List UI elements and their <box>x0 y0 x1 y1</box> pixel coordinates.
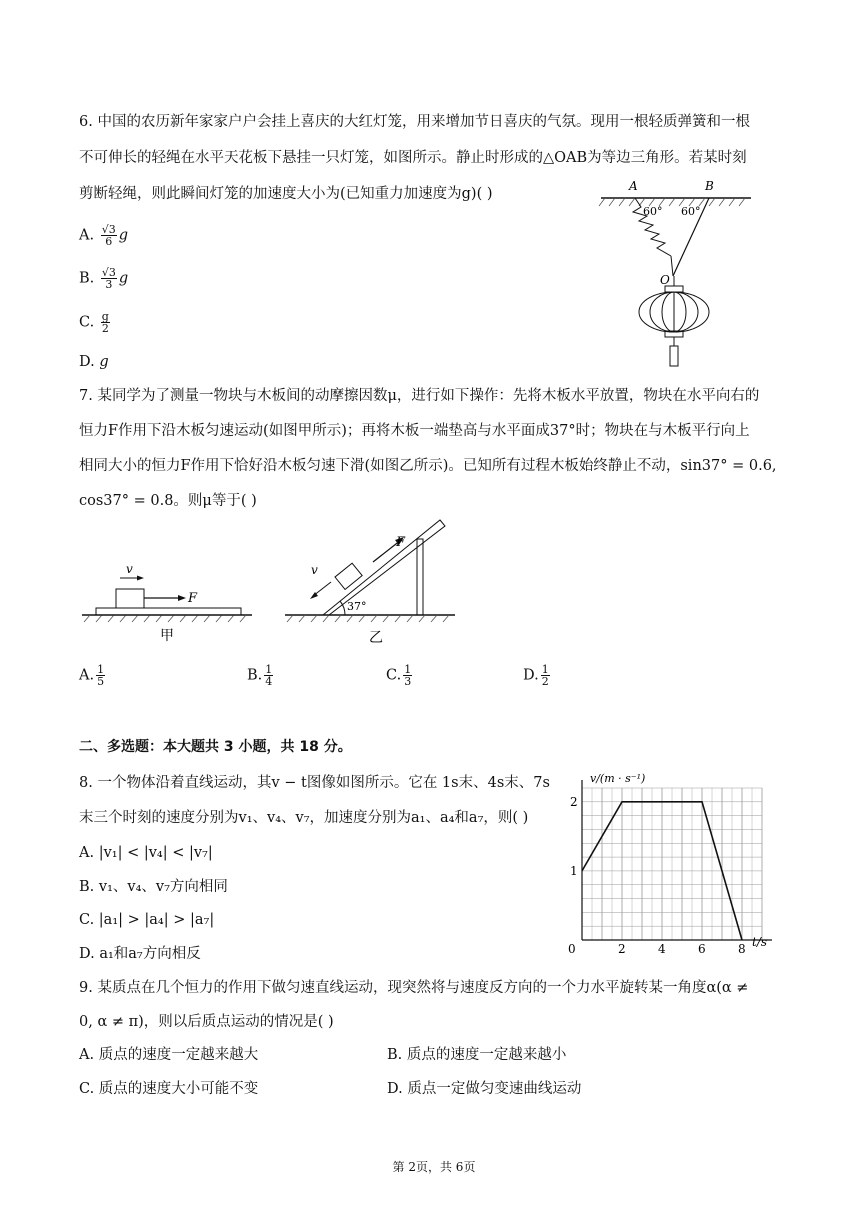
q7-support-post <box>417 539 423 615</box>
q7-option-d: D. $\frac{1}{2}$ <box>523 663 549 688</box>
q6-stem-line1: 6. 中国的农历新年家家户户会挂上喜庆的大红灯笼，用来增加节日喜庆的气氛。现用一根轻质弹簧和一根 <box>79 114 750 130</box>
q9-option-d: D. 质点一定做匀变速曲线运动 <box>387 1081 582 1097</box>
q6-label-b: B <box>705 179 714 193</box>
q8-stem-line1: 8. 一个物体沿着直线运动，其v − t图像如图所示。它在 1s末、4s末、7s <box>79 775 550 791</box>
q6-option-d: D. g <box>79 354 109 370</box>
vt-x-tick-label: 8 <box>738 941 746 956</box>
page-footer: 第 2页，共 6页 <box>392 1160 476 1174</box>
q6-option-a: A. $\frac{√3}{6}$ g <box>79 223 129 248</box>
q7-board-jia <box>96 608 241 615</box>
q8-option-a: A. |v₁| < |v₄| < |v₇| <box>79 845 213 861</box>
q7-figure-jia <box>82 560 257 645</box>
q9-option-c: C. 质点的速度大小可能不变 <box>79 1081 259 1097</box>
vt-xlabel: t/s <box>752 935 768 949</box>
q7-incline-board <box>323 520 445 615</box>
q7-stem-line3: 相同大小的恒力F作用下恰好沿木板匀速下滑(如图乙所示)。已知所有过程木板始终静止不动，sin37° = 0.6, <box>79 458 777 474</box>
q7-stem-line2: 恒力F作用下沿木板匀速运动(如图甲所示)；再将木板一端垫高与水平面成37°时；物块在与木板平行向上 <box>79 423 750 439</box>
q7-jia-velocity-label: v <box>126 562 133 576</box>
q9-option-b: B. 质点的速度一定越来越小 <box>387 1047 567 1063</box>
vt-x-tick-label: 2 <box>618 941 626 956</box>
q9-option-a: A. 质点的速度一定越来越大 <box>79 1047 259 1063</box>
q8-option-c: C. |a₁| > |a₄| > |a₇| <box>79 912 215 928</box>
q7-yi-caption: 乙 <box>369 630 383 646</box>
q7-block-yi <box>335 563 362 589</box>
q8-option-b: B. v₁、v₄、v₇方向相同 <box>79 879 228 895</box>
q6-angle-b: 60° <box>681 205 701 218</box>
vt-x-tick-label: 0 <box>568 941 576 956</box>
q6-label-o: O <box>660 273 670 287</box>
vt-y-tick-label: 1 <box>570 863 578 878</box>
q7-option-c: C. $\frac{1}{3}$ <box>386 663 412 688</box>
q7-jia-force-label: F <box>188 591 198 606</box>
q8-stem-line2: 末三个时刻的速度分别为v₁、v₄、v₇，加速度分别为a₁、a₄和a₇，则( ) <box>79 810 529 826</box>
q6-stem-line2: 不可伸长的轻绳在水平天花板下悬挂一只灯笼，如图所示。静止时形成的△OAB为等边三角形。若某时刻 <box>79 150 747 166</box>
q7-option-a: A. $\frac{1}{5}$ <box>79 663 105 688</box>
section-heading-multi-choice: 二、多选题：本大题共 3 小题，共 18 分。 <box>79 739 352 755</box>
q7-jia-caption: 甲 <box>160 628 174 644</box>
q6-angle-a: 60° <box>643 205 663 218</box>
q7-block-jia <box>116 589 144 608</box>
q7-option-b: B. $\frac{1}{4}$ <box>247 663 273 688</box>
q7-stem-line4: cos37° = 0.8。则μ等于( ) <box>79 493 257 509</box>
vt-x-tick-label: 6 <box>698 941 706 956</box>
q9-stem-line1: 9. 某质点在几个恒力的作用下做匀速直线运动，现突然将与速度反方向的一个力水平旋转某一角度α(α ≠ <box>79 980 749 996</box>
q7-figure-yi <box>285 515 460 650</box>
q7-angle-label: 37° <box>347 600 367 613</box>
q7-yi-velocity-label: v <box>311 563 318 577</box>
vt-tick-labels <box>568 795 746 956</box>
q9-stem-line2: 0, α ≠ π)，则以后质点运动的情况是( ) <box>79 1014 334 1030</box>
vt-y-tick-label: 2 <box>570 794 578 809</box>
q6-lantern-figure <box>595 176 760 372</box>
q8-vt-chart <box>560 768 790 958</box>
q6-option-c: C. $\frac{g}{2}$ <box>79 310 109 335</box>
q6-lantern <box>639 276 709 366</box>
q7-stem-line1: 7. 某同学为了测量一物块与木板间的动摩擦因数μ，进行如下操作：先将木板水平放置，物块在水平向右的 <box>79 388 760 404</box>
vt-axes <box>582 780 772 940</box>
q6-stem-line3: 剪断轻绳，则此瞬间灯笼的加速度大小为(已知重力加速度为g)( ) <box>79 186 493 202</box>
q8-option-d: D. a₁和a₇方向相反 <box>79 946 201 962</box>
q6-option-b: B. $\frac{√3}{3}$ g <box>79 266 129 291</box>
q6-label-a: A <box>629 179 638 193</box>
vt-x-tick-label: 4 <box>658 941 666 956</box>
vt-ylabel: v/(m · s⁻¹) <box>590 772 646 785</box>
q7-yi-force-label: F <box>396 535 406 550</box>
